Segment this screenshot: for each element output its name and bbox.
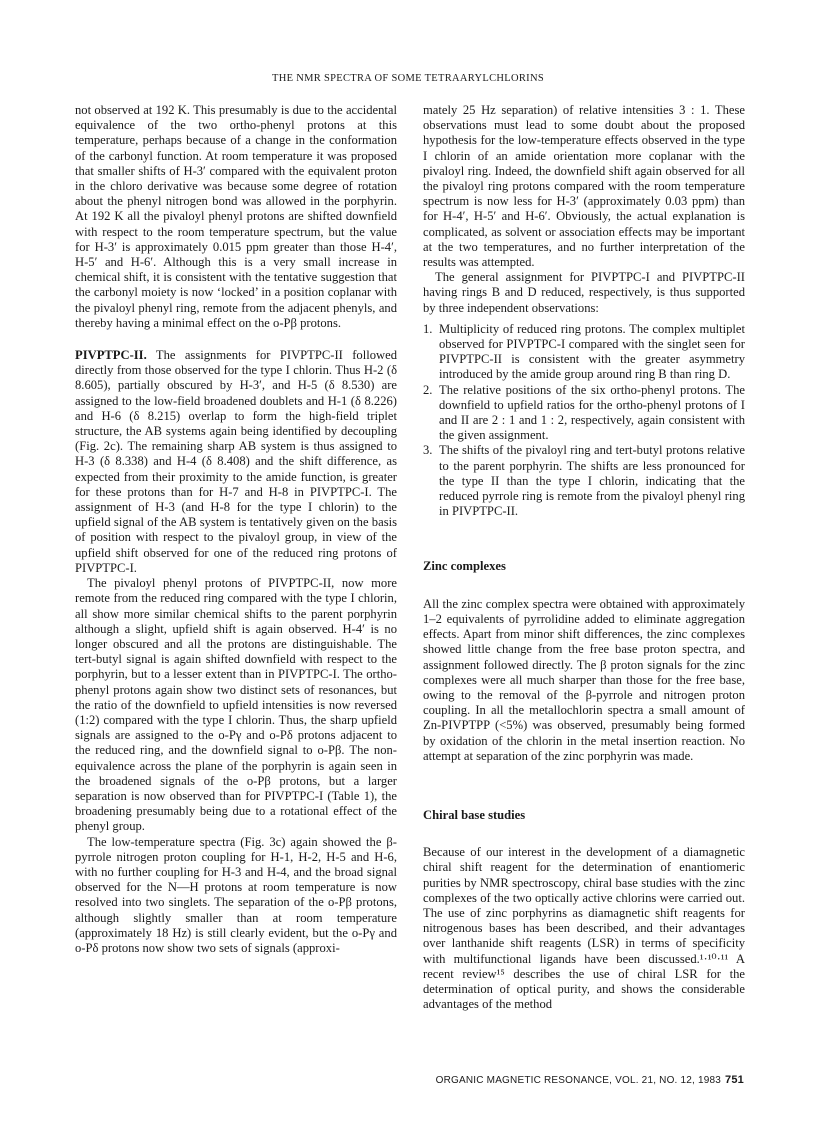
list-text: Multiplicity of reduced ring protons. The complex multiplet observed for PIVPTPC-I compared with the singlet seen for PIVPTPC-II is consistent with the greater asymmetry introduced by the amide group around ring B than ring D.: [439, 321, 745, 382]
list-number: 1.: [423, 321, 433, 336]
list-item: [423, 383, 745, 444]
paragraph: mately 25 Hz separation) of relative intensities 3 : 1. These observations must lead to some doubt about the proposed hypothesis for the low-temperature effects observed in the type I chlorin of an amide orientation more coplanar with the pivaloyl ring. Indeed, the downfield shift again observed for all the pivaloyl ring protons compared with the room temperature spectrum is now less for H-3′ (approximately 0.03 ppm) than for H-4′, H-5′ and H-6′. Obviously, the actual explanation is complicated, as solvent or association effects may be important at the two temperatures, and no further interpretation of the results was attempted.: [423, 103, 745, 270]
run-in-heading: PIVPTPC-II.: [75, 348, 147, 363]
section-heading-chiral: Chiral base studies: [423, 807, 526, 822]
paragraph: All the zinc complex spectra were obtained with approximately 1–2 equivalents of pyrrolidine added to eliminate aggregation effects. Apart from minor shift differences, the zinc complexes showed little change from the free base proton spectra, and assignment followed directly. The β proton signals for the zinc complexes were all much sharper than those for the free base, owing to the removal of the β-pyrrole and nitrogen proton coupling. In all the metallochlorin spectra a small amount of Zn-PIVPTPP (<5%) was observed, presumably being formed by oxidation of the chlorin in the metal insertion reaction. No attempt at separation of the zinc porphyrin was made.: [423, 596, 745, 763]
right-column: [423, 103, 745, 1012]
list-item: [423, 443, 745, 519]
page-footer: [436, 1074, 744, 1086]
list-number: 2.: [423, 382, 433, 397]
paragraph: not observed at 192 K. This presumably is due to the accidental equivalence of the two ortho-phenyl protons at this temperature, perhaps because of a change in the conformation of the carbonyl function. At room temperature it was proposed that smaller shifts of H-3′ compared with the equivalent proton in the chloro derivative was because some degree of rotation about the phenyl nitrogen bond was allowed in the porphyrin. At 192 K all the pivaloyl phenyl protons are shifted downfield with respect to the room temperature spectrum, but the value for H-3′ is approximately 0.015 ppm greater than those H-4′, H-5′ and H-6′. Although this is a very small increase in chemical shift, it is consistent with the tentative suggestion that the carbonyl moiety is now ‘locked’ in a position coplanar with the pivaloyl phenyl ring, remote from the adjacent phenyls, and thereby having a minimal effect on the o-Pβ protons.: [75, 103, 397, 330]
list-text: The relative positions of the six ortho-phenyl protons. The downfield to upfield ratios for the ortho-phenyl protons of I and II are 2 : 1 and 1 : 2, respectively, again consistent with the given assignment.: [439, 382, 745, 443]
numbered-list: [423, 322, 745, 520]
paragraph: Because of our interest in the development of a diamagnetic chiral shift reagent for the determination of enantiomeric purities by NMR spectroscopy, chiral base studies with the zinc complexes of the two optically active chlorins were carried out. The use of zinc porphyrins as diamagnetic shift reagents for nitrogenous bases has been described, and their advantages over lanthanide shift reagents (LSR) in terms of specificity with multifunctional ligands have been discussed.¹·¹⁰·¹¹ A recent review¹⁵ describes the use of chiral LSR for the determination of optical purity, and shows the considerable advantages of the method: [423, 845, 745, 1012]
page-number: 751: [725, 1074, 744, 1086]
list-number: 3.: [423, 443, 433, 458]
paragraph: [75, 348, 397, 576]
paragraph: The pivaloyl phenyl protons of PIVPTPC-II, now more remote from the reduced ring compared with the type I chlorin, all show more similar chemical shifts to the parent porphyrin although a slight, upfield shift is again observed. H-4′ is no longer obscured and all the protons are distinguishable. The tert-butyl signal is again shifted downfield with respect to the porphyrin, but to a lesser extent than in PIVPTPC-I. The ortho-phenyl protons again show two distinct sets of resonances, but the ratio of the downfield to upfield intensities is now reversed (1:2) compared with the type I chlorin. Thus, the sharp upfield signals are assigned to the o-Pγ and o-Pδ protons adjacent to the reduced ring, and the downfield signal to o-Pβ. The non-equivalence across the plane of the porphyrin is again seen in the broadened signals of the o-Pβ protons, but a larger separation is now observed than for PIVPTPC-I (Table 1), the broadening presumably being due to a rotational effect of the phenyl group.: [75, 576, 397, 834]
left-column: [75, 103, 397, 956]
paragraph: The general assignment for PIVPTPC-I and PIVPTPC-II having rings B and D reduced, respectively, is thus supported by three independent observations:: [423, 270, 745, 315]
running-head: THE NMR SPECTRA OF SOME TETRAARYLCHLORINS: [271, 73, 544, 84]
list-item: [423, 322, 745, 383]
list-text: The shifts of the pivaloyl ring and tert-butyl protons relative to the parent porphyrin. The shifts are less pronounced for the type II than the type I chlorin, indicating that the reduced pyrrole ring is remote from the pivaloyl phenyl ring in PIVPTPC-II.: [439, 443, 745, 519]
section-heading-zinc: Zinc complexes: [423, 559, 506, 574]
journal-citation: ORGANIC MAGNETIC RESONANCE, VOL. 21, NO. 12, 1983: [435, 1075, 722, 1086]
paragraph-text: The assignments for PIVPTPC-II followed directly from those observed for the type I chlorin. Thus H-2 (δ 8.605), partially obscured by H-3′, and H-5 (δ 8.530) are assigned to the low-field broadened doublets and H-1 (δ 8.226) and H-6 (δ 8.215) overlap to form the high-field triplet structure, the AB systems again being identified by decoupling (Fig. 2c). The remaining sharp AB system is thus assigned to H-3 (δ 8.338) and H-4 (δ 8.408) and the shift difference, as expected from their proximity to the amide function, is greater for these protons than for H-7 and H-8 in PIVPTPC-I. The assignment of H-3 (and H-8 for the type I chlorin) to the upfield signal of the AB system is tentatively given on the basis of position with respect to the pivaloyl group, in view of the upfield shift observed for one of the reduced ring protons of PIVPTPC-I.: [75, 348, 397, 575]
paragraph: The low-temperature spectra (Fig. 3c) again showed the β-pyrrole nitrogen proton coupling for H-1, H-2, H-5 and H-6, with no further coupling for H-3 and H-4, and the broad signal observed for the N—H protons at room temperature is now resolved into two singlets. The separation of the o-Pβ protons, although slightly smaller than at room temperature (approximately 18 Hz) is still clearly evident, but the o-Pγ and o-Pδ protons now show two sets of signals (approxi-: [75, 834, 397, 955]
